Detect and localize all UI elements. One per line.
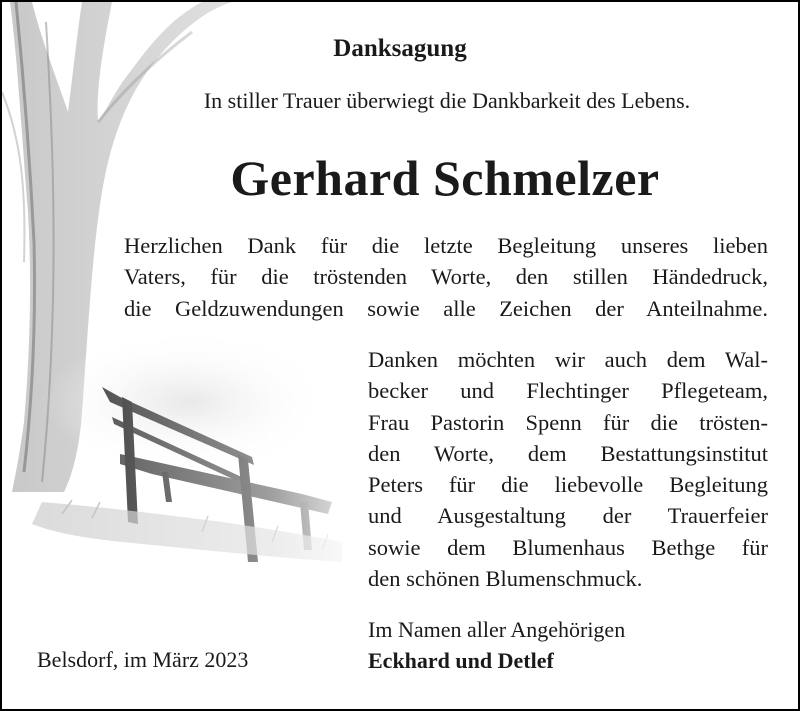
deceased-name: Gerhard Schmelzer <box>230 150 660 206</box>
paragraph-line: sowie dem Blumenhaus Bethge für <box>368 534 768 560</box>
paragraph-line: den Worte, dem Bestattungsinstitut <box>368 440 768 466</box>
paragraph-line: Danken möchten wir auch dem Wal- <box>368 347 768 372</box>
signers: Eckhard und Detlef <box>368 648 554 673</box>
notice-heading: Danksagung <box>333 35 467 62</box>
paragraph-line: den schönen Blumenschmuck. <box>368 566 643 592</box>
place-and-date: Belsdorf, im März 2023 <box>37 647 249 672</box>
paragraph-line: Frau Pastorin Spenn für die trösten- <box>368 409 768 435</box>
acknowledgements-paragraph <box>368 344 768 594</box>
paragraph-line: und Ausgestaltung der Trauerfeier <box>368 503 768 529</box>
paragraph-line: Peters für die liebevolle Begleitung <box>368 472 768 498</box>
paragraph-line: Herzlichen Dank für die letzte Begleitung unseres lieben <box>124 233 768 258</box>
paragraph-line: Vaters, für die tröstenden Worte, den stillen Händedruck, <box>124 264 768 290</box>
notice-subtitle: In stiller Trauer überwiegt die Dankbarkeit des Lebens. <box>203 88 691 113</box>
thanks-paragraph <box>124 230 768 324</box>
signature-intro: Im Namen aller Angehörigen <box>368 617 626 642</box>
paragraph-line: becker und Flechtinger Pflegeteam, <box>368 378 768 404</box>
paragraph-line: die Geldzuwendungen sowie alle Zeichen der Anteilnahme. <box>124 295 768 321</box>
